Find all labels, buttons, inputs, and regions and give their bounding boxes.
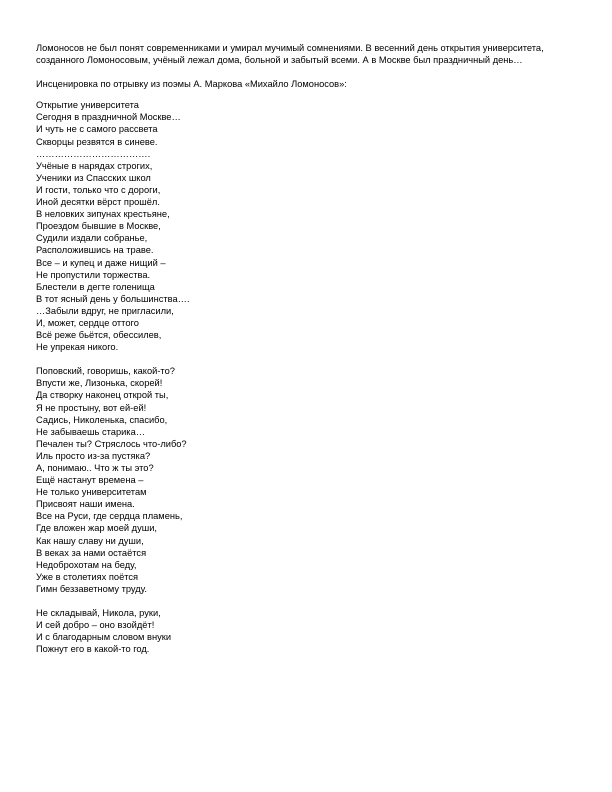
poem-line: Пожнут его в какой-то год. — [36, 644, 150, 655]
poem-line: Как нашу славу ни души, — [36, 535, 144, 546]
poem-line: Да створку наконец открой ты, — [36, 390, 169, 401]
document-page — [36, 42, 576, 655]
poem-line: Впусти же, Лизонька, скорей! — [36, 378, 163, 389]
poem-line: В тот ясный день у большинства…. — [36, 293, 190, 304]
poem-line: Где вложен жар моей души, — [36, 523, 157, 534]
poem-line: Открытие университета — [36, 100, 139, 111]
poem-line: Учёные в нарядах строгих, — [36, 160, 153, 171]
poem-line: Проездом бывшие в Москве, — [36, 221, 161, 232]
poem-line: Поповский, говоришь, какой-то? — [36, 366, 175, 377]
poem — [36, 99, 576, 655]
poem-line: Расположившись на траве. — [36, 245, 154, 256]
intro-paragraph: Ломоносов не был понят современниками и умирал мучимый сомнениями. В весенний день открытия университета, созданного Ломоносовым, учёный лежал дома, больной и забытый всеми. А в Москве был праздничный день… — [36, 43, 544, 66]
poem-line: …Забыли вдруг, не пригласили, — [36, 305, 174, 316]
poem-line: Садись, Николенька, спасибо, — [36, 414, 168, 425]
poem-line: ………………………………. — [36, 148, 151, 159]
poem-line: Не только университетам — [36, 487, 147, 498]
poem-line: Не забываешь старика… — [36, 426, 146, 437]
poem-line: Скворцы резвятся в синеве. — [36, 136, 158, 147]
subtitle-line: Инсценировка по отрывку из поэмы А. Маркова «Михайло Ломоносов»: — [36, 79, 347, 90]
poem-line: Все – и купец и даже нищий – — [36, 257, 166, 268]
poem-line: Не пропустили торжества. — [36, 269, 151, 280]
poem-line: Иной десятки вёрст прошёл. — [36, 197, 160, 208]
poem-stanza — [36, 99, 576, 353]
poem-line: Сегодня в праздничной Москве… — [36, 112, 181, 123]
poem-line: И сей добро – оно взойдёт! — [36, 620, 155, 631]
poem-line: Всё реже бьётся, обессилев, — [36, 330, 162, 341]
poem-line: Недоброхотам на беду, — [36, 559, 137, 570]
poem-line: Блестели в дегте голенища — [36, 281, 155, 292]
poem-line: Иль просто из-за пустяка? — [36, 450, 151, 461]
poem-stanza — [36, 607, 576, 655]
poem-line: А, понимаю.. Что ж ты это? — [36, 463, 154, 473]
poem-line: Ещё настанут времена – — [36, 475, 144, 486]
poem-line: И чуть не с самого рассвета — [36, 124, 158, 135]
poem-line: Все на Руси, где сердца пламень, — [36, 511, 183, 522]
poem-line: Гимн беззаветному труду. — [36, 583, 147, 594]
poem-line: Ученики из Спасских школ — [36, 172, 151, 183]
poem-line: И гости, только что с дороги, — [36, 184, 161, 195]
poem-line: И с благодарным словом внуки — [36, 632, 172, 643]
poem-line: Судили издали собранье, — [36, 233, 148, 244]
poem-line: И, может, сердце оттого — [36, 317, 139, 328]
poem-line: В веках за нами остаётся — [36, 547, 147, 558]
poem-line: Печален ты? Стряслось что-либо? — [36, 438, 187, 449]
poem-line: Присвоят наши имена. — [36, 499, 135, 510]
poem-line: Не складывай, Никола, руки, — [36, 608, 161, 619]
poem-line: Я не простыну, вот ей-ей! — [36, 402, 147, 413]
poem-line: Не упрекая никого. — [36, 342, 119, 353]
poem-line: Уже в столетиях поётся — [36, 571, 139, 582]
poem-stanza — [36, 365, 576, 595]
poem-line: В неловких зипунах крестьяне, — [36, 209, 170, 220]
